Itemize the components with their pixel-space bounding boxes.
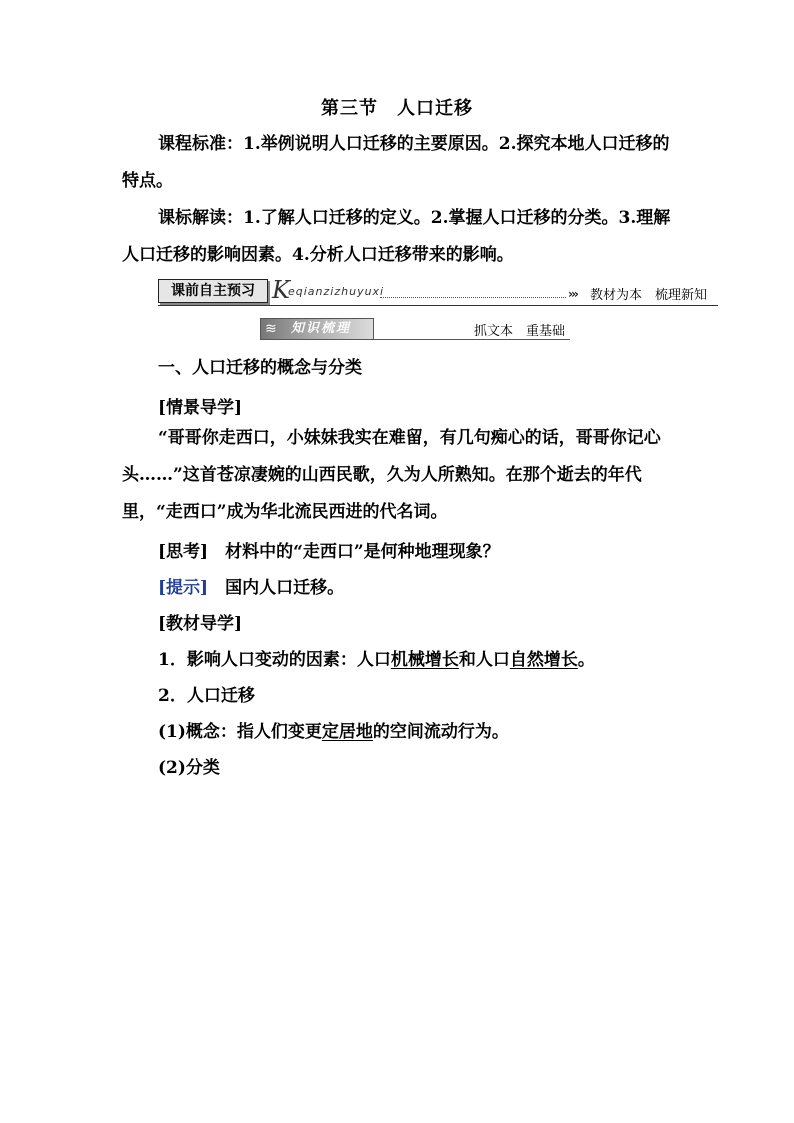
item-1-underline-natural: 自然增长 xyxy=(509,650,578,670)
item-2: 2．人口迁移 xyxy=(158,686,255,706)
textbook-label: [教材导学] xyxy=(158,614,243,634)
think-line xyxy=(158,537,500,562)
item-3-end: 的空间流动行为。 xyxy=(372,722,509,742)
course-interpretation-text: 1.了解人口迁移的定义。2.掌握人口迁移的分类。3.理解人口迁移的影响因素。4.分析人口迁移带来的影响。 xyxy=(122,208,671,265)
subbanner-label-box xyxy=(260,318,374,340)
subbanner-underline xyxy=(260,339,570,340)
hint-text: 国内人口迁移。 xyxy=(208,578,345,598)
think-text: 材料中的“走西口”是何种地理现象？ xyxy=(208,542,500,562)
preview-banner xyxy=(158,276,718,305)
banner-pinyin: eqianzizhuyuxi xyxy=(288,285,385,298)
subbanner-right-text: 抓文本 重基础 xyxy=(474,324,566,339)
banner-arrows-icon: ››› xyxy=(568,287,577,301)
course-standard-text: 1.举例说明人口迁移的主要原因。2.探究本地人口迁移的特点。 xyxy=(122,134,670,191)
item-4: (2)分类 xyxy=(158,758,220,778)
item-1-end: 。 xyxy=(577,650,595,670)
item-1 xyxy=(158,645,595,670)
item-1-mid: 和人口 xyxy=(458,650,510,670)
section-heading: 一、人口迁移的概念与分类 xyxy=(158,358,362,378)
course-interpretation xyxy=(122,200,682,274)
banner-k-letter: K xyxy=(272,276,290,304)
item-3 xyxy=(158,717,509,742)
scene-label: [情景导学] xyxy=(158,398,243,418)
course-standard-label: 课程标准： xyxy=(158,134,243,154)
banner-dotted-line xyxy=(380,297,566,298)
page-title: 第三节 人口迁移 xyxy=(321,98,473,119)
item-1-prefix: 1．影响人口变动的因素：人口 xyxy=(158,650,391,670)
banner-underline xyxy=(158,305,718,306)
subbanner-label: 知识梳理 xyxy=(291,321,352,336)
knowledge-subbanner xyxy=(260,318,570,340)
banner-right-text: 教材为本 梳理新知 xyxy=(590,288,708,303)
item-3-prefix: (1)概念：指人们变更 xyxy=(158,722,322,742)
scene-text: “哥哥你走西口，小妹妹我实在难留，有几句痴心的话，哥哥你记心头……”这首苍凉凄婉的山西民歌，久为人所熟知。在那个逝去的年代里，“走西口”成为华北流民西进的代名词。 xyxy=(122,428,661,522)
hint-line xyxy=(158,573,344,598)
banner-box-label: 课前自主预习 xyxy=(158,279,268,303)
item-3-underline-residence: 定居地 xyxy=(321,722,373,742)
think-label: [思考] xyxy=(158,542,209,562)
wave-icon: ≋ xyxy=(265,321,277,337)
course-standard xyxy=(122,126,682,200)
item-1-underline-mechanical: 机械增长 xyxy=(390,650,459,670)
hint-label: [提示] xyxy=(158,578,209,598)
course-interpretation-label: 课标解读： xyxy=(158,208,243,228)
